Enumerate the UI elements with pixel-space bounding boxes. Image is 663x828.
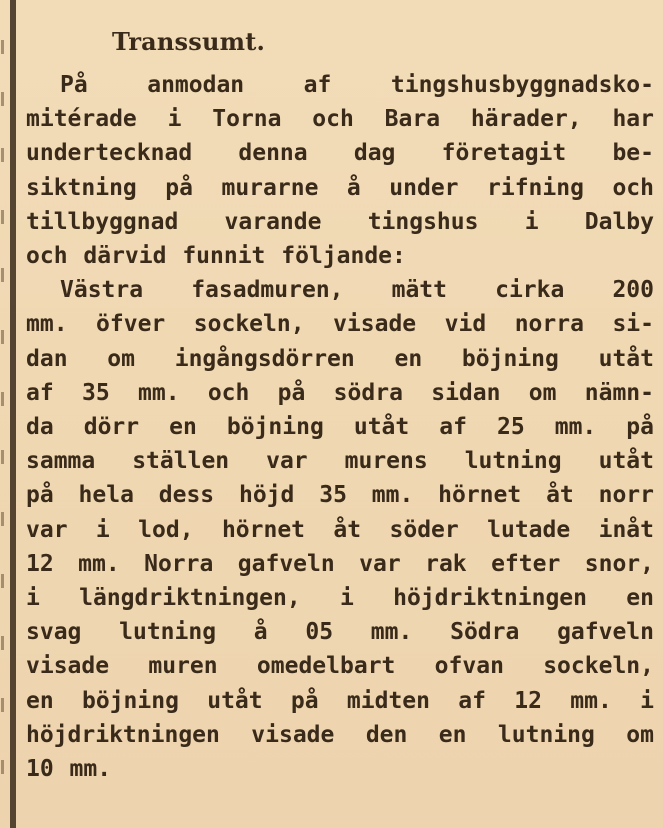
article — [26, 22, 654, 786]
text-line: höjdriktningen visade den en lutning om — [26, 721, 654, 748]
text-line: da dörr en böjning utåt af 25 mm. på — [26, 414, 654, 441]
text-line: tillbyggnad varande tingshus i Dalby — [26, 208, 654, 235]
text-line: undertecknad denna dag företagit be- — [26, 140, 654, 167]
text-line: dan om ingångsdörren en böjning utåt — [26, 345, 654, 372]
column-rule — [10, 0, 16, 828]
text-line: var i lod, hörnet åt söder lutade inåt — [26, 516, 654, 543]
paragraph-2 — [26, 273, 654, 786]
text-line: svag lutning å 05 mm. Södra gafveln — [26, 619, 654, 646]
text-line: siktning på murarne å under rifning och — [26, 174, 654, 201]
text-line: på hela dess höjd 35 mm. hörnet åt norr — [26, 482, 654, 509]
text-line: och därvid funnit följande: — [26, 243, 406, 270]
text-line: Västra fasadmuren, mätt cirka 200 — [60, 277, 654, 304]
text-line: en böjning utåt på midten af 12 mm. i — [26, 687, 654, 714]
article-title: Transsumt. — [112, 27, 266, 56]
page-edge-marks — [0, 0, 8, 828]
text-line: samma ställen var murens lutning utåt — [26, 448, 654, 475]
paragraph-1 — [26, 68, 654, 273]
text-line: På anmodan af tingshusbyggnadsko- — [60, 72, 654, 98]
text-line: mitérade i Torna och Bara härader, har — [26, 106, 654, 133]
text-line: i längdriktningen, i höjdriktningen en — [26, 585, 654, 612]
text-line: visade muren omedelbart ofvan sockeln, — [26, 653, 654, 680]
text-line: mm. öfver sockeln, visade vid norra si- — [26, 311, 654, 338]
text-line: 12 mm. Norra gafveln var rak efter snor, — [26, 550, 654, 577]
text-line: 10 mm. — [26, 756, 112, 783]
text-line: af 35 mm. och på södra sidan om nämn- — [26, 379, 654, 406]
